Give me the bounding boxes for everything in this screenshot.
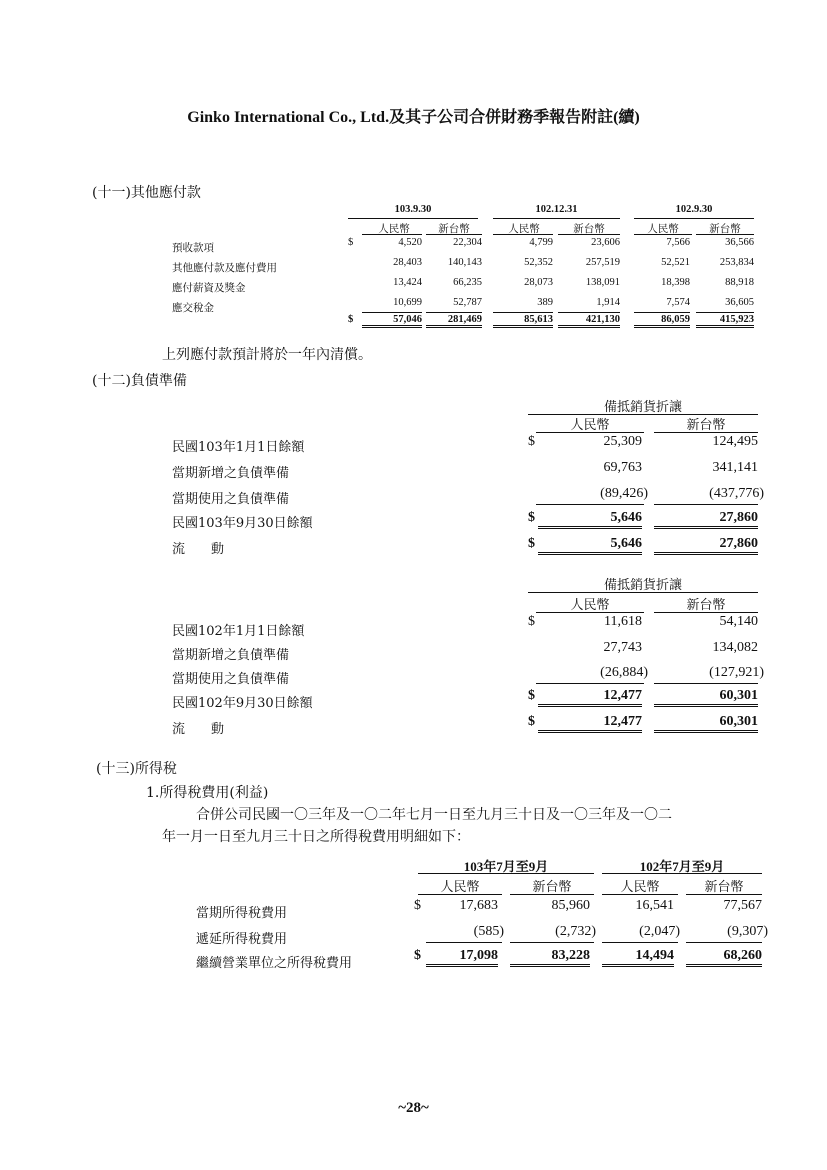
s11-cell: 7,566 — [666, 237, 690, 248]
section-11-heading: (十一)其他應付款 — [92, 185, 201, 201]
s11-cur-twd-2: 新台幣 — [573, 223, 605, 235]
page-number: ~28~ — [398, 1100, 429, 1116]
s11-total-cell: 86,059 — [634, 314, 690, 328]
s11-cell: 88,918 — [725, 277, 754, 288]
s11-cur-rmb-1: 人民幣 — [378, 223, 410, 235]
s13-subheading: 1.所得稅費用(利益) — [146, 785, 269, 801]
s12b-rmb: (26,884) — [600, 665, 648, 680]
s13-total-cell: 17,098 — [426, 948, 498, 967]
s11-cell: 4,799 — [529, 237, 553, 248]
s11-cell: 23,606 — [591, 237, 620, 248]
s13-cell: 16,541 — [635, 898, 674, 913]
s12b-rmb: 27,743 — [603, 640, 642, 655]
s11-cell: 13,424 — [393, 277, 422, 288]
s11-cell: 253,834 — [719, 257, 754, 268]
s12a-block-header: 備抵銷貨折讓 — [603, 400, 682, 415]
s11-total-cell: 281,469 — [426, 314, 482, 328]
s11-cell: 389 — [537, 297, 553, 308]
s12a-row-label: 當期新增之負債準備 — [172, 466, 290, 481]
s11-cell: 36,605 — [725, 297, 754, 308]
s13-cell: 17,683 — [459, 898, 498, 913]
s13-cell: (9,307) — [727, 924, 768, 939]
s12b-rmb: 12,477 — [538, 688, 642, 707]
s13-cur-twd-1: 新台幣 — [532, 880, 572, 895]
s13-dollar: $ — [414, 898, 421, 913]
s11-cell: 52,352 — [524, 257, 553, 268]
section-13-heading: (十三)所得稅 — [96, 761, 177, 777]
s11-cell: 36,566 — [725, 237, 754, 248]
s13-dollar: $ — [414, 948, 421, 963]
s11-cell: 4,520 — [398, 237, 422, 248]
s11-cell: 28,073 — [524, 277, 553, 288]
s12b-twd: 60,301 — [654, 714, 758, 733]
s11-total-cell: 415,923 — [696, 314, 754, 328]
s11-cur-rmb-3: 人民幣 — [647, 223, 679, 235]
s11-cell: 28,403 — [393, 257, 422, 268]
s12a-twd: (437,776) — [709, 486, 764, 501]
s12b-row-label: 當期新增之負債準備 — [172, 648, 290, 663]
s12a-rmb: 5,646 — [538, 510, 642, 529]
s12b-row-label: 民國102年1月1日餘額 — [172, 624, 305, 639]
s12b-cur-twd: 新台幣 — [686, 598, 726, 613]
s11-row-label: 應交稅金 — [172, 302, 214, 314]
s11-cell: 140,143 — [447, 257, 482, 268]
s12a-dollar: $ — [528, 536, 535, 551]
s12a-cur-rmb: 人民幣 — [570, 418, 610, 433]
s12a-dollar: $ — [528, 510, 535, 525]
s12b-dollar: $ — [528, 614, 535, 629]
s13-row-label: 當期所得稅費用 — [196, 906, 288, 921]
s11-cell: 257,519 — [585, 257, 620, 268]
s13-cell: (2,047) — [639, 924, 680, 939]
s13-row-label: 遞延所得稅費用 — [196, 932, 288, 947]
s13-cell: (2,732) — [555, 924, 596, 939]
s12b-twd: (127,921) — [709, 665, 764, 680]
s13-total-cell: 68,260 — [686, 948, 762, 967]
s11-cell: 138,091 — [585, 277, 620, 288]
s11-cell: 66,235 — [453, 277, 482, 288]
s12b-row-label: 當期使用之負債準備 — [172, 672, 290, 687]
s11-total-cell: 421,130 — [558, 314, 620, 328]
s11-cell: 10,699 — [393, 297, 422, 308]
s12a-twd: 27,860 — [654, 536, 758, 555]
s11-dollar: $ — [348, 237, 354, 248]
s13-paragraph-line-2: 年一月一日至九月三十日之所得稅費用明細如下： — [162, 829, 470, 845]
s13-total-cell: 83,228 — [510, 948, 590, 967]
s12b-row-label: 民國102年9月30日餘額 — [172, 696, 313, 711]
s11-period-2: 102.12.31 — [535, 204, 578, 215]
s13-row-label: 繼續營業單位之所得稅費用 — [196, 956, 353, 971]
s12a-cur-twd: 新台幣 — [686, 418, 726, 433]
s11-cell: 18,398 — [661, 277, 690, 288]
s12b-dollar: $ — [528, 688, 535, 703]
s11-total-cell: 85,613 — [493, 314, 553, 328]
s12a-twd: 124,495 — [712, 434, 758, 449]
section-12-heading: (十二)負債準備 — [92, 373, 187, 389]
s11-cell: 22,304 — [453, 237, 482, 248]
s13-cur-twd-2: 新台幣 — [704, 880, 744, 895]
s12b-twd: 54,140 — [719, 614, 758, 629]
s11-period-3: 102.9.30 — [675, 204, 713, 215]
s11-cell: 7,574 — [666, 297, 690, 308]
s12b-twd: 60,301 — [654, 688, 758, 707]
s12a-dollar: $ — [528, 434, 535, 449]
s12a-row-label: 民國103年1月1日餘額 — [172, 440, 305, 455]
s11-row-label: 其他應付款及應付費用 — [172, 262, 277, 274]
s12b-cur-rmb: 人民幣 — [570, 598, 610, 613]
s11-cell: 1,914 — [596, 297, 620, 308]
s11-cur-twd-1: 新台幣 — [438, 223, 470, 235]
s11-row-label: 預收款項 — [172, 242, 214, 254]
s13-cur-rmb-2: 人民幣 — [620, 880, 660, 895]
s12a-row-label: 當期使用之負債準備 — [172, 492, 290, 507]
s13-total-cell: 14,494 — [602, 948, 674, 967]
s11-note: 上列應付款預計將於一年內清償。 — [162, 347, 372, 363]
s12b-block-header: 備抵銷貨折讓 — [603, 578, 682, 593]
s11-cell: 52,521 — [661, 257, 690, 268]
s13-cur-rmb-1: 人民幣 — [440, 880, 480, 895]
s13-cell: 77,567 — [723, 898, 762, 913]
s11-total-dollar: $ — [348, 314, 354, 325]
s12a-row-label: 流 動 — [172, 542, 225, 557]
s13-period-1: 103年7月至9月 — [463, 859, 549, 874]
s12a-rmb: 69,763 — [603, 460, 642, 475]
s12a-row-label: 民國103年9月30日餘額 — [172, 516, 313, 531]
s12b-rmb: 12,477 — [538, 714, 642, 733]
s12a-rmb: (89,426) — [600, 486, 648, 501]
s12b-dollar: $ — [528, 714, 535, 729]
s11-row-label: 應付薪資及獎金 — [172, 282, 246, 294]
s12a-twd: 341,141 — [712, 460, 758, 475]
s11-cell: 52,787 — [453, 297, 482, 308]
page-title: Ginko International Co., Ltd.及其子公司合併財務季報告附註(續) — [187, 109, 640, 126]
s13-paragraph-line-1: 合併公司民國一〇三年及一〇二年七月一日至九月三十日及一〇三年及一〇二 — [196, 807, 672, 823]
s13-cell: 85,960 — [551, 898, 590, 913]
s13-period-2: 102年7月至9月 — [639, 859, 725, 874]
s11-total-cell: 57,046 — [362, 314, 422, 328]
s12a-twd: 27,860 — [654, 510, 758, 529]
s12b-twd: 134,082 — [712, 640, 758, 655]
s11-period-1: 103.9.30 — [394, 204, 432, 215]
s11-cur-twd-3: 新台幣 — [709, 223, 741, 235]
s11-cur-rmb-2: 人民幣 — [508, 223, 540, 235]
s12b-row-label: 流 動 — [172, 722, 225, 737]
s12a-rmb: 5,646 — [538, 536, 642, 555]
s12a-rmb: 25,309 — [603, 434, 642, 449]
s12b-rmb: 11,618 — [604, 614, 642, 629]
s13-cell: (585) — [473, 924, 504, 939]
